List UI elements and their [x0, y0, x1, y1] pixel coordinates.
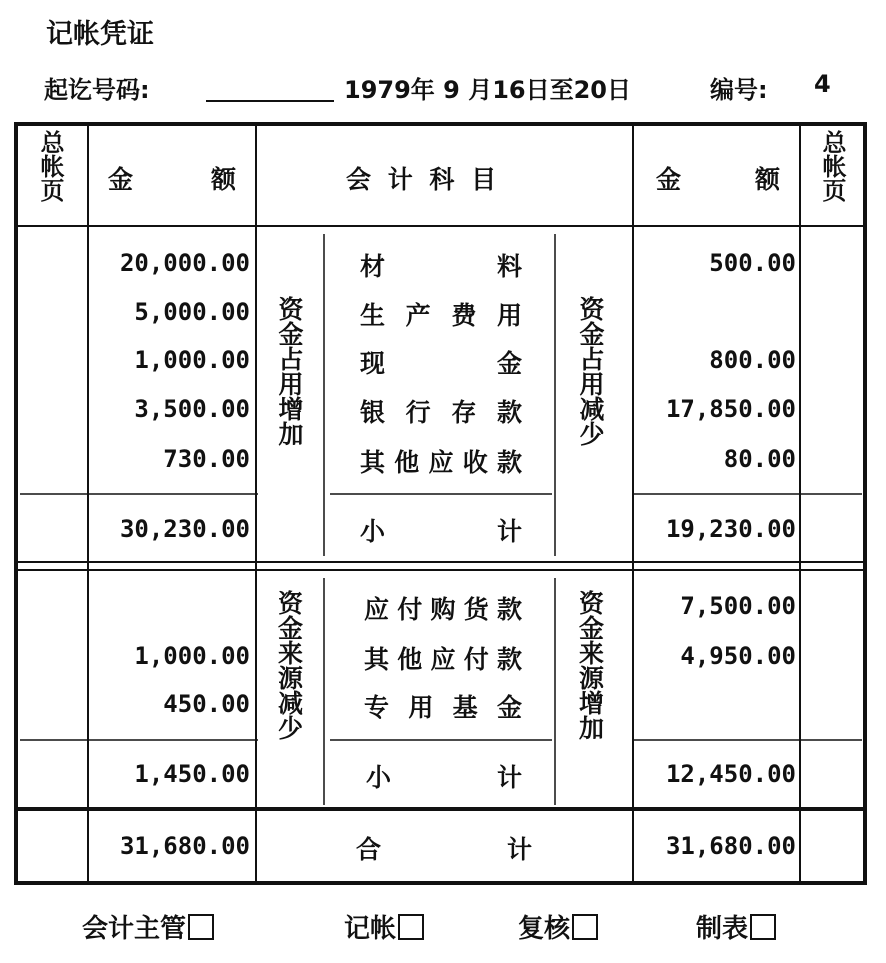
range-label: 起讫号码:	[44, 76, 150, 104]
subject-other-payables	[364, 640, 522, 676]
credit-amount: 800.00	[709, 346, 796, 374]
signature-checkbox[interactable]	[572, 914, 598, 940]
subject-char: 料	[496, 252, 522, 281]
bookkeeper-field	[344, 908, 424, 945]
reviewer-field	[518, 908, 598, 945]
ledger-page-right-header: 总帐页	[818, 130, 847, 202]
asset-decrease-group: 资金占用减少	[576, 296, 605, 446]
subtotal-debit: 1,450.00	[134, 760, 250, 788]
ledger-page-left-header: 总帐页	[36, 130, 65, 202]
subject-char: 金	[496, 349, 522, 378]
subject-char: 用	[408, 693, 434, 722]
subject-bank-deposit	[360, 393, 522, 429]
credit-amount: 7,500.00	[680, 592, 796, 620]
subject-char: 费	[451, 301, 477, 330]
subject-production-cost	[360, 296, 522, 332]
debit-amount: 730.00	[163, 445, 250, 473]
signature-checkbox[interactable]	[750, 914, 776, 940]
total-label	[356, 830, 532, 866]
subject-char: 购	[430, 595, 456, 624]
subject-char: 款	[496, 398, 522, 427]
subtotal-char: 小	[360, 517, 386, 546]
subject-char: 金	[496, 693, 522, 722]
subject-char: 应	[430, 645, 456, 674]
subject-char: 材	[360, 252, 386, 281]
amount-left-char-2: 额	[210, 165, 236, 194]
subject-char: 他	[397, 645, 423, 674]
subject-char: 基	[452, 693, 478, 722]
credit-amount: 500.00	[709, 249, 796, 277]
date-range: 1979年 9 月16日至20日	[344, 76, 632, 104]
subtotal-label	[366, 758, 522, 794]
debit-amount: 1,000.00	[134, 642, 250, 670]
debit-amount: 20,000.00	[119, 249, 250, 277]
subject-char: 用	[496, 301, 522, 330]
signature-checkbox[interactable]	[398, 914, 424, 940]
amount-right-char-1: 金	[656, 165, 682, 194]
asset-increase-group: 资金占用增加	[275, 296, 304, 446]
subtotal-debit: 30,230.00	[119, 515, 250, 543]
subject-char: 付	[397, 595, 423, 624]
credit-amount: 17,850.00	[665, 395, 796, 423]
subject-char: 货	[463, 595, 489, 624]
credit-amount: 80.00	[723, 445, 796, 473]
amount-right-char-2: 额	[754, 165, 780, 194]
amount-left-char-1: 金	[108, 165, 134, 194]
voucher-number-label: 编号:	[710, 76, 768, 104]
subject-char: 其	[364, 645, 390, 674]
subject-char: 付	[463, 645, 489, 674]
subject-char: 应	[428, 448, 454, 477]
subject-char: 他	[394, 448, 420, 477]
debit-amount: 5,000.00	[134, 298, 250, 326]
subject-other-receivables	[360, 443, 522, 479]
subject-char: 收	[462, 448, 488, 477]
subject-char: 存	[451, 398, 477, 427]
subtotal-char: 小	[366, 763, 392, 792]
subject-char: 款	[496, 448, 522, 477]
preparer-field	[696, 908, 776, 945]
subject-char: 行	[405, 398, 431, 427]
total-debit: 31,680.00	[119, 832, 250, 860]
preparer-label: 制表	[696, 914, 749, 944]
subject-char: 产	[405, 301, 431, 330]
subtotal-char: 计	[496, 517, 522, 546]
subtotal-credit: 19,230.00	[665, 515, 796, 543]
subject-char: 应	[364, 595, 390, 624]
subject-char: 银	[360, 398, 386, 427]
supervisor-label: 会计主管	[82, 914, 187, 944]
accounting-subject-header: 会 计 科 目	[346, 165, 501, 194]
debit-amount: 3,500.00	[134, 395, 250, 423]
liability-increase-group: 资金来源增加	[575, 590, 605, 740]
total-char: 计	[506, 835, 532, 864]
subject-accounts-payable	[364, 590, 522, 626]
total-char: 合	[356, 835, 382, 864]
voucher-title: 记帐凭证	[46, 19, 154, 50]
subtotal-char: 计	[496, 763, 522, 792]
amount-right-header	[656, 160, 780, 196]
subject-char: 专	[364, 693, 390, 722]
liability-decrease-group: 资金来源减少	[274, 590, 304, 740]
subject-char: 款	[496, 645, 522, 674]
credit-amount: 4,950.00	[680, 642, 796, 670]
subject-cash	[360, 344, 522, 380]
subject-char: 现	[360, 349, 386, 378]
subject-char: 其	[360, 448, 386, 477]
signature-checkbox[interactable]	[188, 914, 214, 940]
subject-materials	[360, 247, 522, 283]
amount-left-header	[108, 160, 236, 196]
debit-amount: 1,000.00	[134, 346, 250, 374]
total-credit: 31,680.00	[665, 832, 796, 860]
reviewer-label: 复核	[518, 914, 571, 944]
bookkeeper-label: 记帐	[344, 914, 397, 944]
subtotal-label	[360, 512, 522, 548]
subtotal-credit: 12,450.00	[665, 760, 796, 788]
supervisor-field	[82, 908, 214, 945]
subject-char: 生	[360, 301, 386, 330]
voucher-number: 4	[814, 70, 831, 98]
subject-char: 款	[496, 595, 522, 624]
debit-amount: 450.00	[163, 690, 250, 718]
subject-special-fund	[364, 688, 522, 724]
